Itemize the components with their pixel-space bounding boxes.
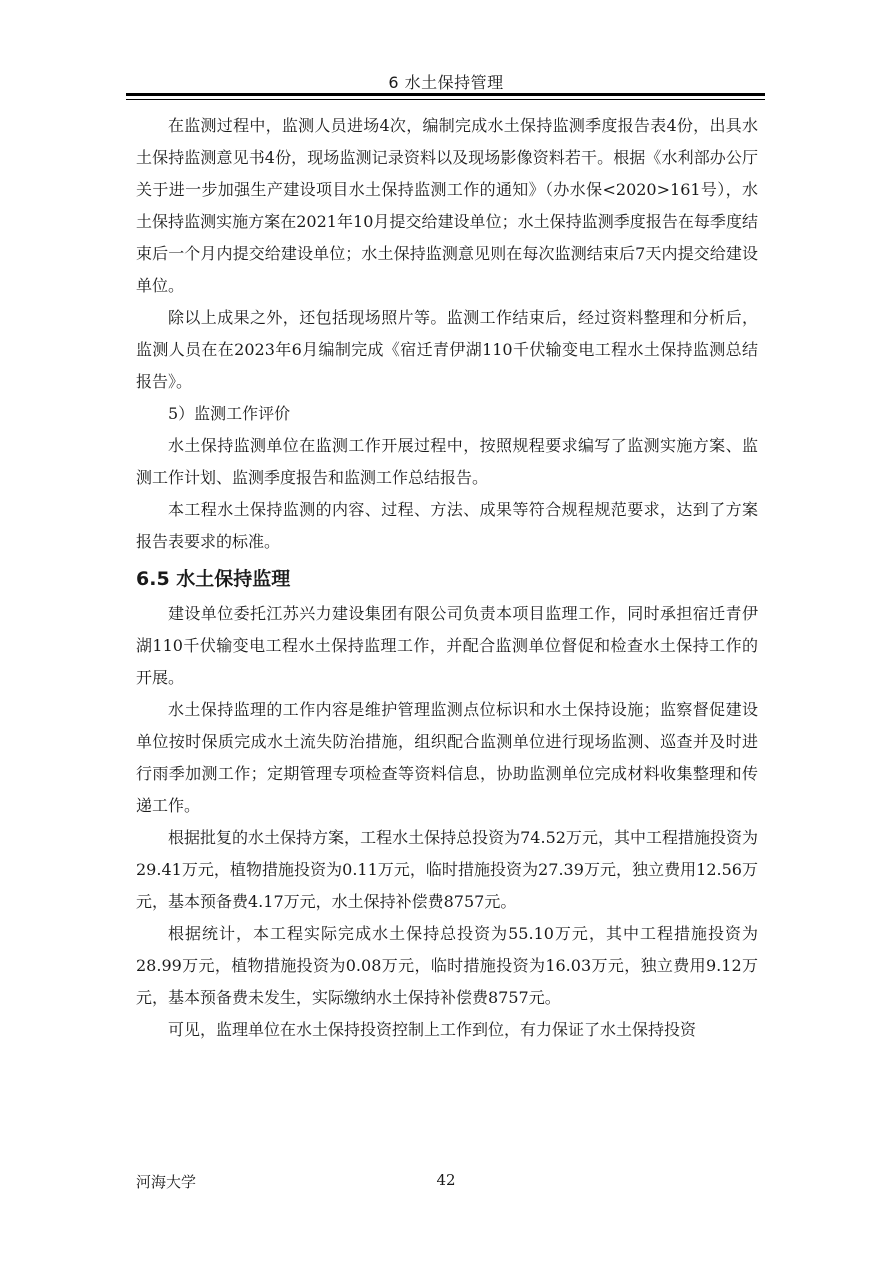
section-heading-supervision: 6.5 水土保持监理 — [136, 568, 291, 590]
paragraph-monitoring-process: 在监测过程中，监测人员进场4次，编制完成水土保持监测季度报告表4份，出具水土保持监测意见书4份，现场监测记录资料以及现场影像资料若干。根据《水利部办公厅关于进一步加强生产建设项目水土保持监测工作的通知》（办水保<2020>161号），水土保持监测实施方案在2021年10月提交给建设单位；水土保持监测季度报告在每季度结束后一个月内提交给建设单位；水土保持监测意见则在每次监测结束后7天内提交给建设单位。 — [136, 116, 758, 295]
running-header-title: 6 水土保持管理 — [388, 73, 504, 92]
paragraph-supervision-4: 根据统计，本工程实际完成水土保持总投资为55.10万元，其中工程措施投资为28.99万元，植物措施投资为0.08万元，临时措施投资为16.03万元，独立费用9.12万元，基本预备费未发生，实际缴纳水土保持补偿费8757元。 — [136, 924, 758, 1007]
footer-page-number: 42 — [436, 1171, 456, 1189]
item-heading-evaluation: 5）监测工作评价 — [168, 404, 291, 423]
header-rule-thin — [126, 99, 765, 100]
footer-institution: 河海大学 — [136, 1173, 197, 1191]
paragraph-evaluation-1: 水土保持监测单位在监测工作开展过程中，按照规程要求编写了监测实施方案、监测工作计划、监测季度报告和监测工作总结报告。 — [136, 436, 758, 487]
paragraph-monitoring-results: 除以上成果之外，还包括现场照片等。监测工作结束后，经过资料整理和分析后，监测人员在在2023年6月编制完成《宿迁青伊湖110千伏输变电工程水土保持监测总结报告》。 — [136, 308, 758, 391]
paragraph-supervision-1: 建设单位委托江苏兴力建设集团有限公司负责本项目监理工作，同时承担宿迁青伊湖110千伏输变电工程水土保持监理工作，并配合监测单位督促和检查水土保持工作的开展。 — [136, 604, 758, 687]
paragraph-supervision-5: 可见，监理单位在水土保持投资控制上工作到位，有力保证了水土保持投资 — [168, 1020, 697, 1039]
paragraph-supervision-2: 水土保持监理的工作内容是维护管理监测点位标识和水土保持设施；监察督促建设单位按时保质完成水土流失防治措施，组织配合监测单位进行现场监测、巡查并及时进行雨季加测工作；定期管理专项检查等资料信息，协助监测单位完成材料收集整理和传递工作。 — [136, 700, 758, 815]
page-body — [136, 110, 758, 1046]
header-rule-thick — [126, 93, 765, 96]
paragraph-evaluation-2: 本工程水土保持监测的内容、过程、方法、成果等符合规程规范要求，达到了方案报告表要求的标准。 — [136, 500, 758, 551]
paragraph-supervision-3: 根据批复的水土保持方案，工程水土保持总投资为74.52万元，其中工程措施投资为29.41万元，植物措施投资为0.11万元，临时措施投资为27.39万元，独立费用12.56万元，基本预备费4.17万元，水土保持补偿费8757元。 — [136, 828, 758, 911]
